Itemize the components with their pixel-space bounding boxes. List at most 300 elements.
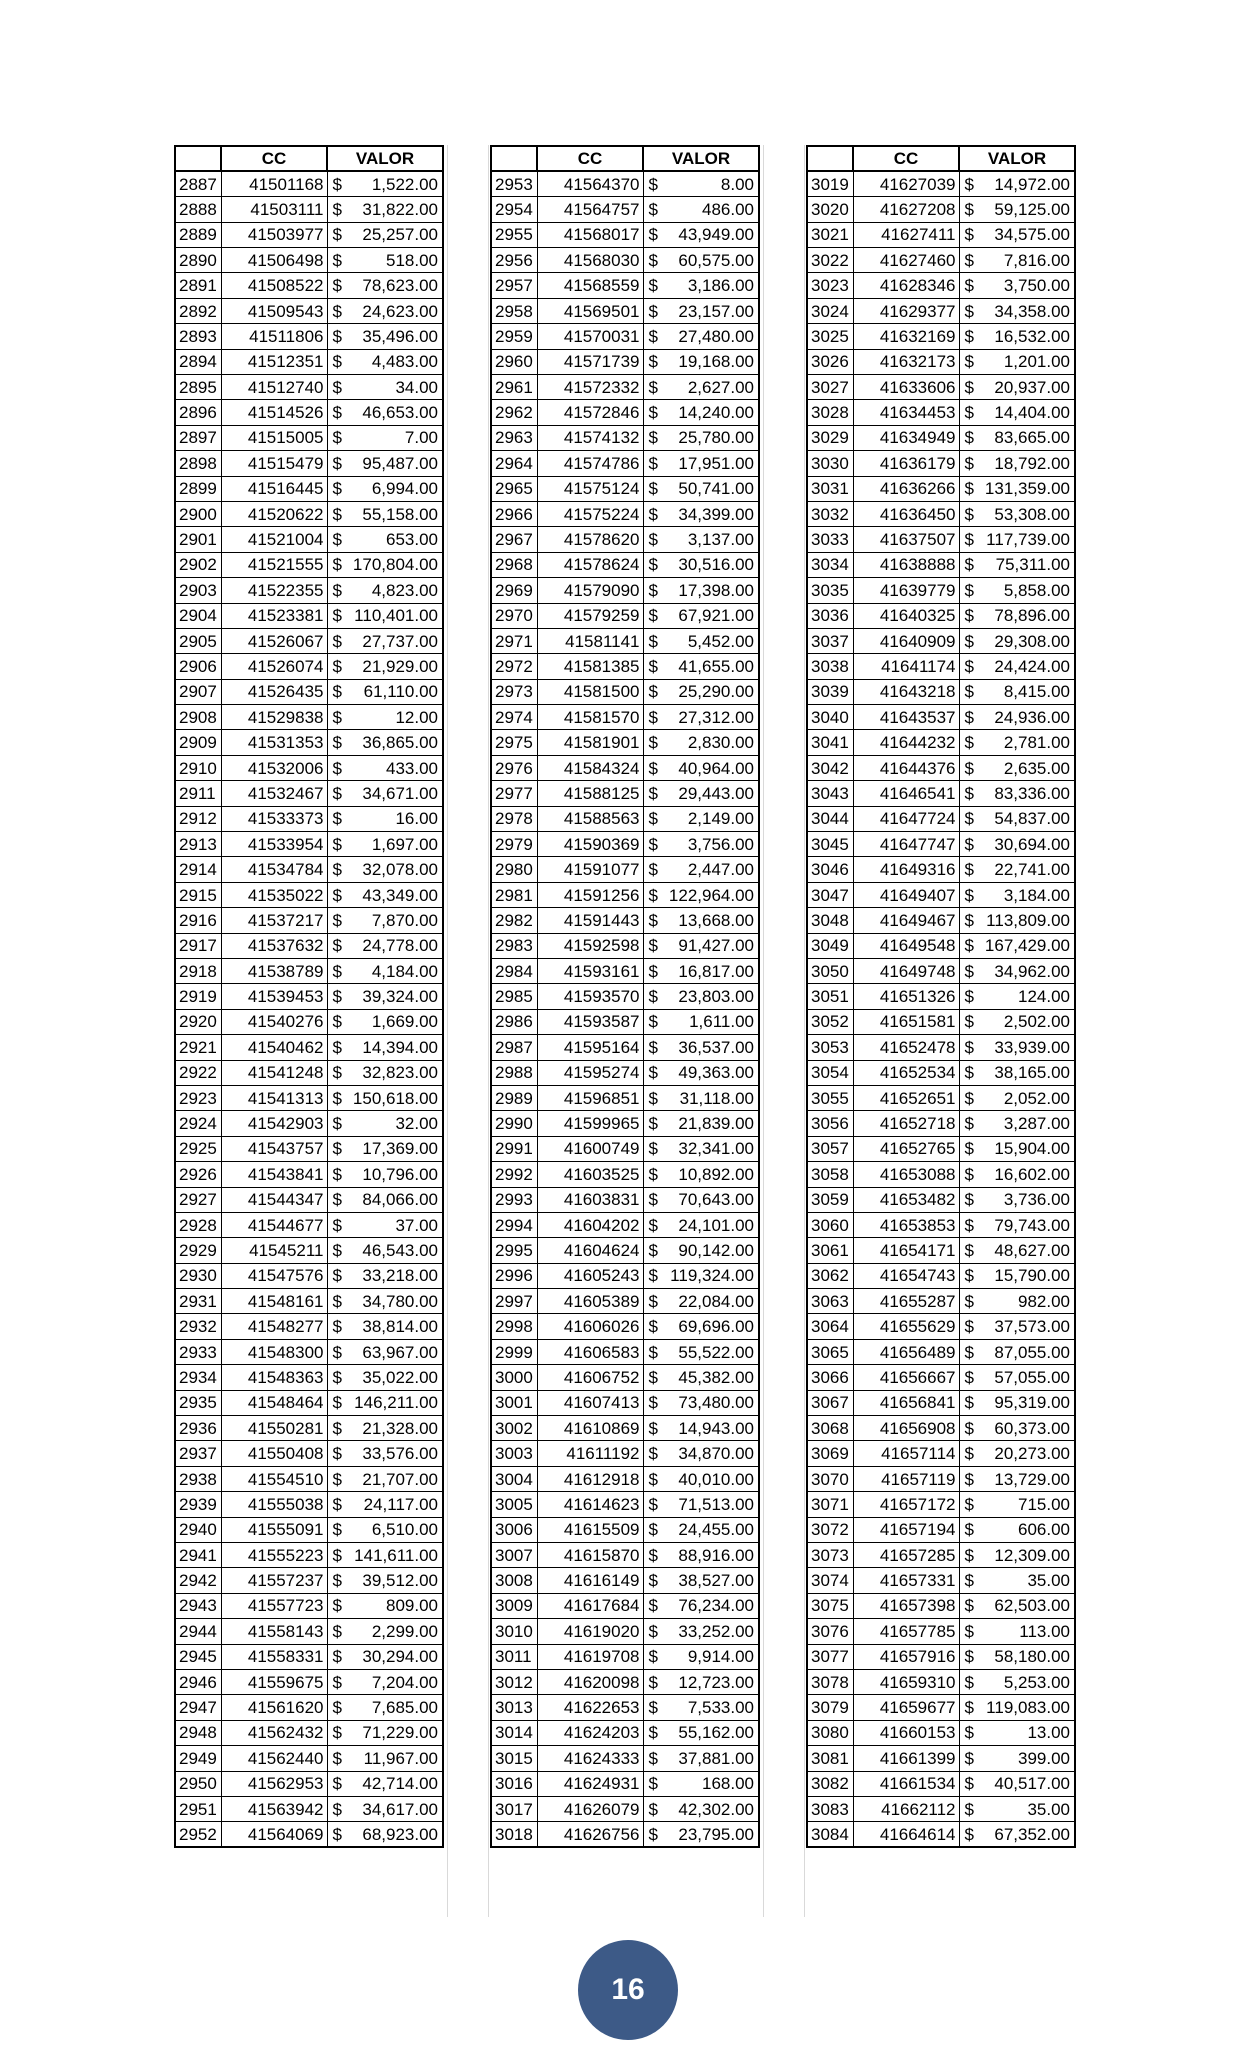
- table-row: [491, 1238, 759, 1263]
- gridline-gap: [763, 145, 805, 1917]
- currency-symbol: $: [964, 1469, 974, 1489]
- currency-symbol: $: [648, 1139, 658, 1159]
- amount-value: 73,480.00: [678, 1393, 754, 1413]
- valor-cell: [959, 1238, 1075, 1263]
- row-index-cell: 3030: [807, 451, 853, 476]
- currency-symbol: $: [648, 1215, 658, 1235]
- valor-cell: [959, 882, 1075, 907]
- row-index-cell: 3005: [491, 1492, 537, 1517]
- valor-cell: [643, 781, 759, 806]
- valor-cell: [643, 171, 759, 196]
- valor-cell: [643, 730, 759, 755]
- table-row: [807, 882, 1075, 907]
- amount-value: 1,522.00: [371, 174, 438, 194]
- table-row: [491, 730, 759, 755]
- row-index-cell: 3074: [807, 1568, 853, 1593]
- amount-value: 59,125.00: [994, 199, 1070, 219]
- currency-symbol: $: [964, 758, 974, 778]
- currency-symbol: $: [964, 1672, 974, 1692]
- table-row: [175, 1542, 443, 1567]
- row-index-cell: 3062: [807, 1263, 853, 1288]
- table-row: [175, 171, 443, 196]
- valor-cell: [327, 857, 443, 882]
- cc-cell: 41627460: [853, 248, 959, 273]
- row-index-cell: 2968: [491, 552, 537, 577]
- amount-value: 42,302.00: [678, 1799, 754, 1819]
- table-row: [175, 984, 443, 1009]
- currency-symbol: $: [648, 453, 658, 473]
- currency-symbol: $: [332, 174, 342, 194]
- valor-cell: [643, 400, 759, 425]
- valor-cell: [959, 1517, 1075, 1542]
- amount-value: 34,617.00: [362, 1799, 438, 1819]
- amount-value: 62,503.00: [994, 1596, 1070, 1616]
- amount-value: 60,575.00: [678, 250, 754, 270]
- amount-value: 715.00: [1018, 1494, 1070, 1514]
- valor-cell: [327, 1593, 443, 1618]
- table-row: [807, 1136, 1075, 1161]
- valor-cell: [327, 476, 443, 501]
- valor-cell: [327, 654, 443, 679]
- table-row: [491, 908, 759, 933]
- valor-cell: [643, 1187, 759, 1212]
- cc-cell: 41564370: [537, 171, 643, 196]
- currency-symbol: $: [964, 1799, 974, 1819]
- valor-cell: [643, 832, 759, 857]
- cc-cell: 41605389: [537, 1289, 643, 1314]
- amount-value: 3,287.00: [1003, 1114, 1070, 1134]
- table-row: [175, 197, 443, 222]
- table-row: [491, 273, 759, 298]
- cc-cell: 41649407: [853, 882, 959, 907]
- amount-value: 60,373.00: [994, 1418, 1070, 1438]
- valor-cell: [959, 959, 1075, 984]
- row-index-cell: 3020: [807, 197, 853, 222]
- currency-symbol: $: [332, 860, 342, 880]
- currency-symbol: $: [648, 326, 658, 346]
- cc-cell: 41541313: [221, 1085, 327, 1110]
- valor-cell: [959, 1593, 1075, 1618]
- row-index-cell: 3039: [807, 679, 853, 704]
- amount-value: 119,324.00: [670, 1266, 754, 1286]
- cc-cell: 41584324: [537, 755, 643, 780]
- currency-symbol: $: [964, 1748, 974, 1768]
- cc-cell: 41655629: [853, 1314, 959, 1339]
- cc-cell: 41572846: [537, 400, 643, 425]
- table-row: [807, 1746, 1075, 1771]
- amount-value: 3,184.00: [1003, 885, 1070, 905]
- currency-symbol: $: [964, 682, 974, 702]
- valor-cell: [643, 1492, 759, 1517]
- amount-value: 16.00: [395, 809, 438, 829]
- table-block-2: [490, 145, 760, 1848]
- amount-value: 23,803.00: [678, 987, 754, 1007]
- row-index-cell: 2898: [175, 451, 221, 476]
- currency-symbol: $: [964, 657, 974, 676]
- amount-value: 20,273.00: [994, 1444, 1070, 1464]
- currency-symbol: $: [332, 682, 342, 702]
- currency-symbol: $: [332, 707, 342, 727]
- row-index-cell: 3078: [807, 1669, 853, 1694]
- amount-value: 15,904.00: [994, 1139, 1070, 1159]
- cc-cell: 41542903: [221, 1111, 327, 1136]
- amount-value: 24,936.00: [994, 707, 1070, 727]
- amount-value: 124.00: [1018, 987, 1070, 1007]
- table-row: [175, 1796, 443, 1821]
- header-row: [175, 146, 443, 171]
- table-row: [175, 1466, 443, 1491]
- valor-cell: [643, 1060, 759, 1085]
- cc-cell: 41652478: [853, 1035, 959, 1060]
- row-index-cell: 2970: [491, 603, 537, 628]
- row-index-cell: 3055: [807, 1085, 853, 1110]
- amount-value: 12,309.00: [994, 1545, 1070, 1565]
- valor-cell: [959, 273, 1075, 298]
- table-row: [807, 730, 1075, 755]
- row-index-cell: 2905: [175, 628, 221, 653]
- table-row: [175, 806, 443, 831]
- cc-cell: 41578620: [537, 527, 643, 552]
- table-row: [175, 1593, 443, 1618]
- cc-cell: 41562432: [221, 1720, 327, 1745]
- cc-cell: 41654171: [853, 1238, 959, 1263]
- valor-cell: [327, 324, 443, 349]
- table-row: [491, 984, 759, 1009]
- currency-symbol: $: [332, 1748, 342, 1768]
- valor-cell: [643, 603, 759, 628]
- amount-value: 45,382.00: [678, 1367, 754, 1387]
- currency-symbol: $: [964, 1190, 974, 1210]
- valor-cell: [643, 349, 759, 374]
- cc-cell: 41543841: [221, 1162, 327, 1187]
- table-row: [491, 222, 759, 247]
- row-index-cell: 2995: [491, 1238, 537, 1263]
- valor-cell: [959, 222, 1075, 247]
- table-row: [175, 349, 443, 374]
- valor-cell: [327, 1644, 443, 1669]
- cc-cell: 41649748: [853, 959, 959, 984]
- row-index-cell: 2997: [491, 1289, 537, 1314]
- row-index-cell: 3037: [807, 628, 853, 653]
- currency-symbol: $: [964, 860, 974, 880]
- cc-cell: 41653853: [853, 1212, 959, 1237]
- amount-value: 34,962.00: [994, 961, 1070, 981]
- currency-symbol: $: [648, 352, 658, 372]
- cc-cell: 41537632: [221, 933, 327, 958]
- valor-cell: [959, 1111, 1075, 1136]
- row-index-cell: 2948: [175, 1720, 221, 1745]
- cc-cell: 41509543: [221, 298, 327, 323]
- row-index-cell: 2888: [175, 197, 221, 222]
- valor-cell: [643, 1289, 759, 1314]
- amount-value: 10,892.00: [678, 1164, 754, 1184]
- cc-cell: 41555038: [221, 1492, 327, 1517]
- currency-symbol: $: [648, 910, 658, 930]
- row-index-cell: 2907: [175, 679, 221, 704]
- row-index-cell: 2989: [491, 1085, 537, 1110]
- currency-symbol: $: [332, 1647, 342, 1667]
- cc-cell: 41512740: [221, 375, 327, 400]
- valor-cell: [327, 375, 443, 400]
- cc-cell: 41538789: [221, 959, 327, 984]
- valor-cell: [643, 1746, 759, 1771]
- amount-value: 33,218.00: [362, 1266, 438, 1286]
- cc-cell: 41657119: [853, 1466, 959, 1491]
- valor-cell: [959, 400, 1075, 425]
- cc-cell: 41604624: [537, 1238, 643, 1263]
- cc-cell: 41534784: [221, 857, 327, 882]
- currency-symbol: $: [332, 1037, 342, 1057]
- currency-symbol: $: [648, 580, 658, 600]
- table-row: [175, 1492, 443, 1517]
- table-row: [175, 273, 443, 298]
- currency-symbol: $: [648, 1063, 658, 1083]
- currency-symbol: $: [648, 1418, 658, 1438]
- table-row: [175, 1289, 443, 1314]
- valor-header: VALOR: [643, 146, 759, 171]
- row-index-cell: 2930: [175, 1263, 221, 1288]
- amount-value: 7,533.00: [687, 1698, 754, 1718]
- currency-symbol: $: [332, 631, 342, 651]
- amount-value: 21,839.00: [678, 1114, 754, 1134]
- amount-value: 2,149.00: [687, 809, 754, 829]
- amount-value: 117,739.00: [986, 530, 1070, 550]
- currency-symbol: $: [964, 809, 974, 829]
- amount-value: 38,814.00: [362, 1317, 438, 1337]
- row-index-cell: 2931: [175, 1289, 221, 1314]
- currency-symbol: $: [332, 1774, 342, 1794]
- table-row: [175, 1314, 443, 1339]
- row-index-cell: 2984: [491, 959, 537, 984]
- amount-value: 17,369.00: [362, 1139, 438, 1159]
- cc-cell: 41649548: [853, 933, 959, 958]
- currency-symbol: $: [648, 555, 658, 575]
- valor-cell: [959, 1746, 1075, 1771]
- cc-cell: 41555091: [221, 1517, 327, 1542]
- currency-symbol: $: [964, 1037, 974, 1057]
- cc-cell: 41664614: [853, 1822, 959, 1847]
- amount-value: 32.00: [395, 1114, 438, 1134]
- currency-symbol: $: [964, 555, 974, 575]
- valor-cell: [959, 1263, 1075, 1288]
- amount-value: 71,229.00: [362, 1723, 438, 1743]
- valor-cell: [327, 222, 443, 247]
- table-row: [807, 1517, 1075, 1542]
- row-index-cell: 2976: [491, 755, 537, 780]
- cc-cell: 41545211: [221, 1238, 327, 1263]
- cc-cell: 41547576: [221, 1263, 327, 1288]
- table-row: [175, 1416, 443, 1441]
- currency-symbol: $: [332, 580, 342, 600]
- table-row: [807, 248, 1075, 273]
- cc-cell: 41533954: [221, 832, 327, 857]
- row-index-cell: 2906: [175, 654, 221, 679]
- amount-value: 35.00: [1027, 1799, 1070, 1819]
- table-row: [807, 781, 1075, 806]
- table-row: [491, 1390, 759, 1415]
- amount-value: 34,358.00: [994, 301, 1070, 321]
- cc-cell: 41647724: [853, 806, 959, 831]
- valor-cell: [959, 908, 1075, 933]
- cc-cell: 41637507: [853, 527, 959, 552]
- cc-cell: 41632173: [853, 349, 959, 374]
- amount-value: 17,951.00: [678, 453, 754, 473]
- row-index-cell: 2981: [491, 882, 537, 907]
- currency-symbol: $: [648, 682, 658, 702]
- cc-cell: 41575124: [537, 476, 643, 501]
- amount-value: 3,750.00: [1003, 276, 1070, 296]
- currency-symbol: $: [964, 403, 974, 423]
- valor-cell: [327, 1441, 443, 1466]
- table-row: [491, 451, 759, 476]
- table-row: [175, 1085, 443, 1110]
- table-row: [491, 1289, 759, 1314]
- valor-cell: [959, 1085, 1075, 1110]
- table-row: [807, 1695, 1075, 1720]
- currency-symbol: $: [964, 1571, 974, 1591]
- cc-cell: 41626756: [537, 1822, 643, 1847]
- valor-cell: [643, 273, 759, 298]
- currency-symbol: $: [964, 631, 974, 651]
- valor-cell: [327, 1669, 443, 1694]
- currency-symbol: $: [332, 1266, 342, 1286]
- valor-cell: [327, 248, 443, 273]
- cc-cell: 41540276: [221, 1009, 327, 1034]
- currency-symbol: $: [648, 1672, 658, 1692]
- row-index-cell: 3076: [807, 1619, 853, 1644]
- currency-symbol: $: [332, 1291, 342, 1311]
- currency-symbol: $: [964, 1418, 974, 1438]
- currency-symbol: $: [332, 453, 342, 473]
- cc-cell: 41548363: [221, 1365, 327, 1390]
- amount-value: 18,792.00: [994, 453, 1070, 473]
- amount-value: 42,714.00: [362, 1774, 438, 1794]
- valor-cell: [643, 1212, 759, 1237]
- table-row: [807, 375, 1075, 400]
- cc-cell: 41571739: [537, 349, 643, 374]
- valor-cell: [643, 298, 759, 323]
- amount-value: 13.00: [1027, 1723, 1070, 1743]
- amount-value: 131,359.00: [984, 479, 1070, 499]
- table-row: [807, 1542, 1075, 1567]
- table-row: [491, 755, 759, 780]
- currency-symbol: $: [332, 606, 342, 626]
- amount-value: 170,804.00: [352, 555, 438, 575]
- currency-symbol: $: [648, 1824, 658, 1844]
- amount-value: 95,487.00: [362, 453, 438, 473]
- cc-header: CC: [853, 146, 959, 171]
- cc-cell: 41581500: [537, 679, 643, 704]
- table-row: [807, 1085, 1075, 1110]
- cc-cell: 41624203: [537, 1720, 643, 1745]
- currency-symbol: $: [964, 707, 974, 727]
- row-index-cell: 3070: [807, 1466, 853, 1491]
- valor-cell: [959, 679, 1075, 704]
- valor-cell: [643, 1542, 759, 1567]
- cc-cell: 41603525: [537, 1162, 643, 1187]
- valor-cell: [959, 1289, 1075, 1314]
- table-row: [175, 222, 443, 247]
- cc-cell: 41643537: [853, 705, 959, 730]
- amount-value: 35,022.00: [362, 1367, 438, 1387]
- currency-symbol: $: [648, 961, 658, 981]
- table-row: [491, 832, 759, 857]
- table-row: [175, 603, 443, 628]
- amount-value: 15,790.00: [994, 1266, 1070, 1286]
- amount-value: 10,796.00: [362, 1164, 438, 1184]
- row-index-cell: 2944: [175, 1619, 221, 1644]
- currency-symbol: $: [648, 1266, 658, 1286]
- cc-cell: 41657114: [853, 1441, 959, 1466]
- currency-symbol: $: [648, 199, 658, 219]
- table-row: [491, 1035, 759, 1060]
- cc-cell: 41619708: [537, 1644, 643, 1669]
- row-index-cell: 2940: [175, 1517, 221, 1542]
- amount-value: 31,118.00: [679, 1088, 754, 1108]
- table-row: [807, 349, 1075, 374]
- row-index-cell: 3044: [807, 806, 853, 831]
- row-index-cell: 2999: [491, 1339, 537, 1364]
- cc-cell: 41564757: [537, 197, 643, 222]
- row-index-cell: 3045: [807, 832, 853, 857]
- amount-value: 53,308.00: [994, 504, 1070, 524]
- currency-symbol: $: [648, 1012, 658, 1032]
- valor-cell: [959, 1060, 1075, 1085]
- currency-symbol: $: [332, 910, 342, 930]
- valor-cell: [959, 1466, 1075, 1491]
- cc-cell: 41653482: [853, 1187, 959, 1212]
- currency-symbol: $: [964, 936, 974, 956]
- currency-symbol: $: [332, 1621, 342, 1641]
- currency-symbol: $: [964, 479, 974, 499]
- amount-value: 32,341.00: [678, 1139, 754, 1159]
- cc-cell: 41511806: [221, 324, 327, 349]
- row-index-cell: 3083: [807, 1796, 853, 1821]
- currency-symbol: $: [964, 961, 974, 981]
- table-row: [491, 324, 759, 349]
- currency-symbol: $: [648, 758, 658, 778]
- row-index-cell: 2975: [491, 730, 537, 755]
- cc-cell: 41535022: [221, 882, 327, 907]
- table-row: [175, 1517, 443, 1542]
- table-row: [491, 1466, 759, 1491]
- valor-cell: [959, 476, 1075, 501]
- amount-value: 3,736.00: [1003, 1190, 1070, 1210]
- valor-cell: [959, 1644, 1075, 1669]
- cc-cell: 41615509: [537, 1517, 643, 1542]
- row-index-cell: 3052: [807, 1009, 853, 1034]
- amount-value: 40,010.00: [678, 1469, 754, 1489]
- row-index-cell: 3003: [491, 1441, 537, 1466]
- valor-cell: [327, 1060, 443, 1085]
- amount-value: 4,823.00: [371, 580, 438, 600]
- currency-symbol: $: [964, 1342, 974, 1362]
- row-index-cell: 2949: [175, 1746, 221, 1771]
- currency-symbol: $: [332, 1571, 342, 1591]
- currency-symbol: $: [332, 834, 342, 854]
- currency-symbol: $: [332, 885, 342, 905]
- valor-cell: [959, 1212, 1075, 1237]
- cc-cell: 41532006: [221, 755, 327, 780]
- cc-cell: 41501168: [221, 171, 327, 196]
- table-row: [491, 1111, 759, 1136]
- currency-symbol: $: [964, 834, 974, 854]
- data-table: [490, 145, 760, 1848]
- table-row: [807, 1060, 1075, 1085]
- table-row: [807, 654, 1075, 679]
- table-row: [491, 349, 759, 374]
- amount-value: 57,055.00: [994, 1367, 1070, 1387]
